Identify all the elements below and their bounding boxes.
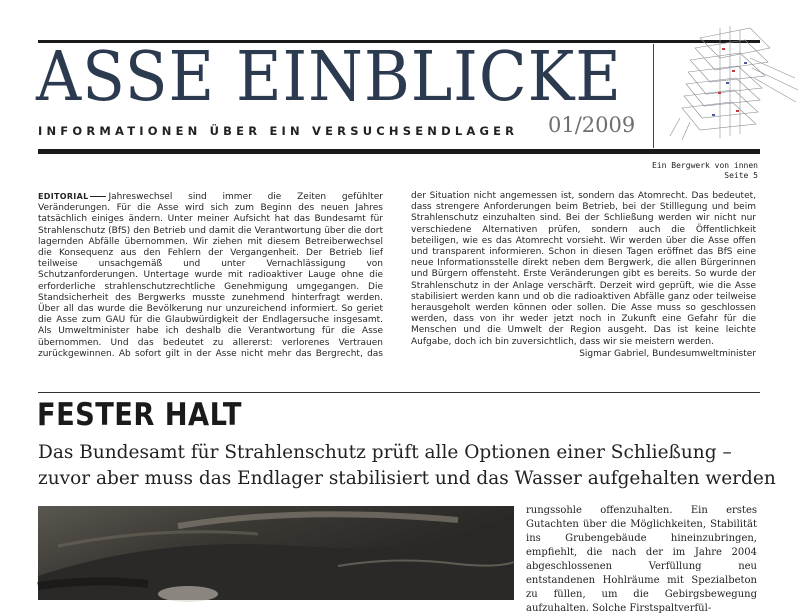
editorial-text: Jahreswechsel sind immer die Zeiten gefühlter Veränderungen. Für die Asse wird sich zum Beginn des neuen Jahres tatsächlich einiges ändern. Unter meiner Aufsicht hat das Bundesamt für Strahlenschutz (BfS) den Betrieb und damit die Verantwortung über die dort lagernden Abfälle übernommen. Wir ziehen mit diesem Betreiberwechsel die Konsequenz aus den Fehlern der Vergangenheit. Der Betrieb lief teilweise unsachgemäß und unter Vernachlässigung von Schutzanforderungen. Untertage wurde mit radioaktiver Lauge ohne die erforderliche strahlenschutzrechtliche Genehmigung umgegangen. Die Standsicherheit des Bergwerks musste zunehmend hinterfragt werden. Über all das wurde die Bevölkerung nur unzureichend informiert. So geriet die Asse zum GAU für die Glaubwürdigkeit der Endlagersuche insgesamt. Als Umweltminister habe ich deshalb die Verantwortung für die Asse übernommen. Und das bedeutet zu allererst: verlorenes Vertrauen zurückgewinnen. Ab sofort gilt in der Asse nicht mehr das Bergrecht, das der Situation nicht angemessen ist, sondern das Atomrecht. Das bedeutet, dass strengere Anforderungen beim Betrieb, bei der Stilllegung und beim Strahlenschutz einzuhalten sind. Bei der Schließung werden wir nicht nur verschiedene Alternativen prüfen, sondern auch die Öffentlichkeit beteiligen, wie es das Atomrecht vorsieht. Wir werden über die Asse offen und transparent informieren. Schon in diesen Tagen eröffnet das BfS eine neue Informationsstelle direkt neben dem Bergwerk, die allen Bürgerinnen und Bürgern offensteht. Erste Veränderungen gibt es bereits. So wurde der Strahlenschutz in der Anlage verschärft. Derzeit wird geprüft, wie die Asse stabilisiert werden kann und ob die radioaktiven Abfälle ganz oder teilweise herausgeholt werden können oder sollen. Die Asse muss so geschlossen werden, dass von ihr weder jetzt noch in Zukunft eine Gefahr für die Menschen und die Umwelt der Region ausgeht. Das ist keine leichte Aufgabe, doch ich bin zuversichtlich, dass wir sie meistern werden. — [38, 191, 756, 359]
article-column: rungssohle offenzuhalten. Ein erstes Gutachten über die Möglichkeiten, Stabilität ins Grubengebäude hineinzubringen, empfiehlt, die nach der im Jahre 2004 abgeschlossenen Verfüllung neu entstandenen Hohlräume mit Spezialbeton zu füllen, um die Gebirgsbewegung aufzuhalten. Solche Firstspaltverfül- — [526, 505, 757, 614]
editorial-signature: Sigmar Gabriel, Bundesumweltminister — [579, 348, 756, 359]
section-headline: FESTER HALT — [37, 397, 242, 433]
masthead-bottom-rule — [38, 149, 760, 154]
teaser-page: Seite 5 — [724, 171, 758, 180]
issue-number: 01/2009 — [548, 113, 636, 137]
mine-tunnel-photo — [38, 506, 514, 600]
masthead-title: ASSE EINBLICKE — [36, 38, 622, 117]
page-teaser[interactable] — [652, 161, 758, 181]
section-lead: Das Bundesamt für Strahlenschutz prüft alle Optionen einer Schließung – zuvor aber muss das Endlager stabilisiert und das Wasser aufgehalten werden — [38, 442, 776, 489]
editorial-label: EDITORIAL — [38, 192, 89, 201]
teaser-title: Ein Bergwerk von innen — [652, 161, 758, 170]
section-rule — [38, 392, 760, 393]
editorial-block — [38, 191, 756, 371]
mine-structure-illustration — [660, 18, 800, 150]
tunnel-photo-graphic — [38, 506, 514, 600]
masthead-subtitle: INFORMATIONEN ÜBER EIN VERSUCHSENDLAGER — [38, 124, 519, 138]
masthead-divider — [653, 44, 654, 148]
editorial-dash — [90, 196, 106, 198]
